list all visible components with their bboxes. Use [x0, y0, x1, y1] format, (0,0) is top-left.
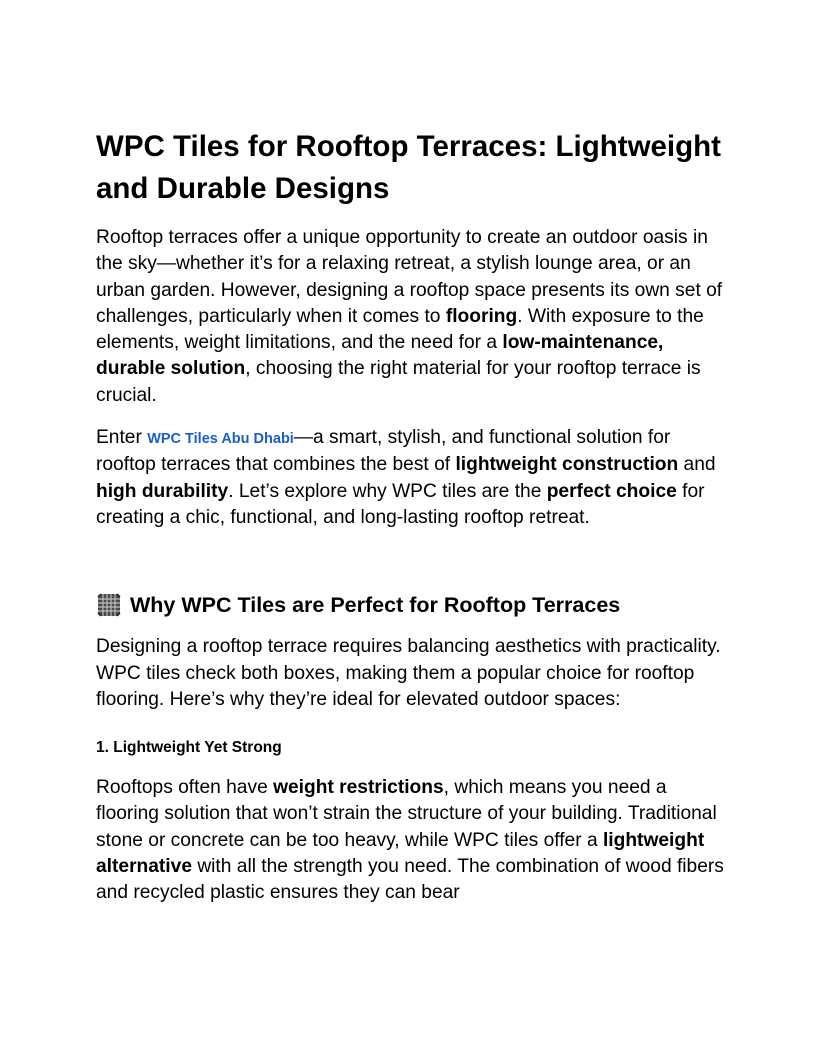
intro-text-1: Rooftop terraces offer a unique opportunity to create an outdoor oasis in the sky—whether it’s for a relaxing retreat, a stylish lounge area, or an urban garden. However, designing a rooftop space presents its own set of challenges, particularly when it comes to [96, 227, 723, 327]
enter-bold-perfect-choice: perfect choice [546, 480, 677, 502]
document-page [96, 126, 726, 907]
sub-bold-weight: weight restrictions [273, 777, 444, 799]
enter-text-2: —a smart, stylish, and functional solution for rooftop terraces that combines the best of [96, 427, 671, 476]
section-heading [96, 591, 726, 619]
enter-text-5: for creating a chic, functional, and long-lasting rooftop retreat. [96, 480, 705, 528]
intro-text-2: . With exposure to the elements, weight limitations, and the need for a [96, 305, 704, 354]
section-paragraph: Designing a rooftop terrace requires balancing aesthetics with practicality. WPC tiles check both boxes, making them a popular choice for rooftop flooring. Here’s why they’re ideal for elevated outdoor spaces: [96, 636, 721, 710]
intro-paragraph [96, 225, 726, 409]
intro-text-3: , choosing the right material for your rooftop terrace is crucial. [96, 358, 701, 406]
section-heading-text: Why WPC Tiles are Perfect for Rooftop Terraces [130, 593, 621, 618]
enter-bold-durability: high durability [96, 480, 229, 502]
enter-bold-lightweight: lightweight construction [455, 454, 679, 476]
sub-text-3: with all the strength you need. The combination of wood fibers and recycled plastic ensures they can bear [96, 856, 724, 904]
enter-text-4: . Let’s explore why WPC tiles are the [228, 480, 547, 502]
sub-bold-lightweight: lightweight alternative [96, 829, 705, 878]
enter-paragraph [96, 425, 726, 531]
wpc-tiles-abu-dhabi-link[interactable]: WPC Tiles Abu Dhabi [147, 431, 294, 448]
sub-text-1: Rooftops often have [96, 777, 274, 799]
intro-bold-solution: low-maintenance, durable solution [96, 332, 664, 380]
document-title: WPC Tiles for Rooftop Terraces: Lightweight and Durable Designs [96, 130, 721, 205]
enter-text-1: Enter [96, 427, 148, 449]
subsection-heading: 1. Lightweight Yet Strong [96, 739, 282, 757]
intro-bold-flooring: flooring [445, 305, 518, 327]
building-construction-icon [96, 592, 122, 618]
sub-text-2: , which means you need a flooring solution that won’t strain the structure of your building. Traditional stone or concrete can be too heavy, while WPC tiles offer a [96, 777, 717, 851]
enter-text-3: and [678, 454, 716, 476]
subsection-paragraph [96, 775, 726, 906]
